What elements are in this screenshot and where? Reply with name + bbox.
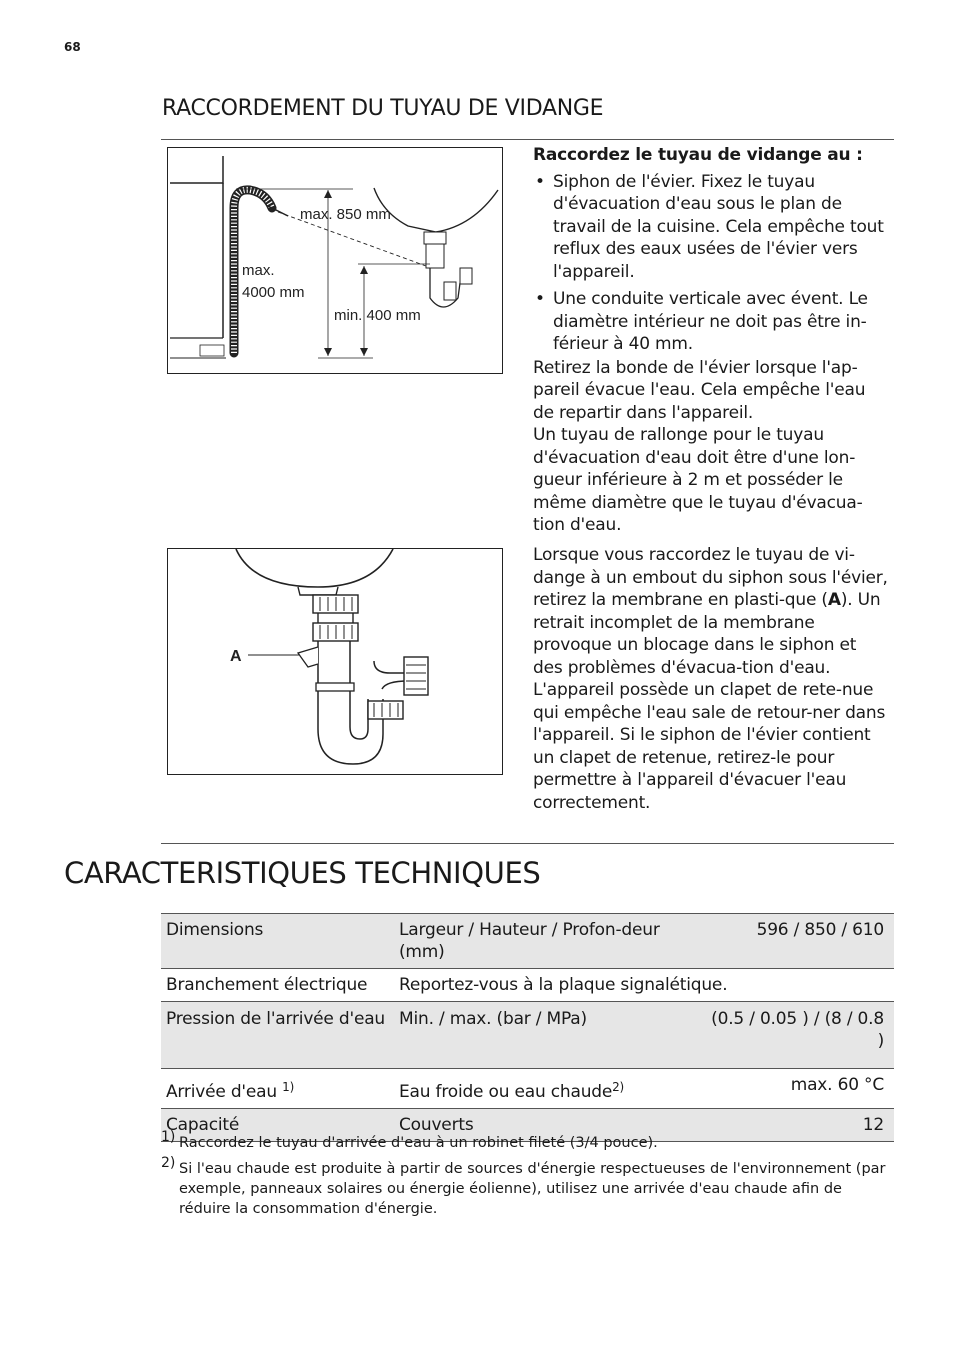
table-cell: Branchement électrique	[166, 975, 368, 995]
section-bottom-rule	[161, 843, 894, 844]
page-title: CARACTERISTIQUES TECHNIQUES	[64, 856, 541, 890]
table-cell: (0.5 / 0.05 ) / (8 / 0.8 )	[711, 1009, 884, 1051]
siphon-instructions	[533, 544, 889, 814]
footnotes	[161, 1129, 891, 1225]
footnote: 1) Raccordez le tuyau d'arrivée d'eau à un robinet fileté (3/4 pouce).	[161, 1129, 658, 1151]
table-cell: 12	[862, 1115, 884, 1135]
drain-paragraph: Un tuyau de rallonge pour le tuyau d'évacuation d'eau doit être d'une lon-gueur inférieure à 2 m et posséder le même diamètre que le tuyau d'évacua-tion d'eau.	[533, 425, 863, 535]
drain-instructions	[533, 144, 889, 537]
table-cell: Pression de l'arrivée d'eau	[166, 1009, 386, 1029]
membrane-label-a: A	[230, 648, 242, 665]
table-row	[161, 914, 894, 969]
footnote: 2) Si l'eau chaude est produite à partir de sources d'énergie respectueuses de l'environnement (par exemple, panneaux solaires ou énergie éolienne), utilisez une arrivée d'eau chaude afin de réduire la consommation d'énergie.	[161, 1155, 886, 1217]
table-cell: max. 60 °C	[790, 1075, 884, 1095]
table-row	[161, 1069, 894, 1109]
table-cell: Couverts	[399, 1115, 474, 1135]
table-cell: Largeur / Hauteur / Profon-deur (mm)	[399, 920, 660, 962]
table-cell: Capacité	[166, 1115, 240, 1135]
table-cell: Dimensions	[166, 920, 264, 940]
siphon-membrane-diagram	[167, 548, 503, 775]
siphon-drawing	[168, 549, 502, 774]
max-4000-label-line1: max.	[242, 262, 275, 279]
section-title: RACCORDEMENT DU TUYAU DE VIDANGE	[162, 96, 604, 121]
table-cell: Reportez-vous à la plaque signalétique.	[399, 975, 728, 995]
siphon-paragraph: Lorsque vous raccordez le tuyau de vi-dange à un embout du siphon sous l'évier, retirez la membrane en plasti-que (A). Un retrait incomplet de la membrane provoque un blocage dans le siphon et des problèmes d'évacua-tion d'eau.	[533, 545, 888, 678]
list-item: • Siphon de l'évier. Fixez le tuyau d'évacuation d'eau sous le plan de travail de la cuisine. Cela empêche tout reflux des eaux usées de l'évier vers l'appareil.	[535, 171, 884, 282]
min-400-label: min. 400 mm	[334, 307, 421, 324]
drain-paragraph: Retirez la bonde de l'évier lorsque l'ap-pareil évacue l'eau. Cela empêche l'eau de repartir dans l'appareil.	[533, 357, 866, 423]
siphon-paragraph: L'appareil possède un clapet de rete-nue qui empêche l'eau sale de retour-ner dans l'appareil. Si le siphon de l'évier contient un clapet de retenue, retirez-le pour permettre à l'appareil d'évacuer l'eau correctement.	[533, 680, 886, 813]
specs-table	[161, 913, 894, 1142]
max-850-label: max. 850 mm	[300, 206, 391, 223]
page-number: 68	[64, 40, 81, 54]
max-4000-label-line2: 4000 mm	[242, 284, 305, 301]
drain-bullet-list	[533, 171, 889, 356]
table-cell: Arrivée d'eau $^{1)}$	[166, 1080, 295, 1102]
bullet-icon: •	[535, 171, 545, 192]
drain-hose-drawing	[168, 148, 502, 373]
drain-hose-diagram	[167, 147, 503, 374]
drain-lead: Raccordez le tuyau de vidange au :	[533, 145, 863, 165]
list-item: • Une conduite verticale avec évent. Le diamètre intérieur ne doit pas être in-férieur à 40 mm.	[535, 289, 868, 354]
bullet-icon: •	[535, 289, 545, 309]
section-top-rule	[161, 139, 894, 140]
table-cell: Eau froide ou eau chaude$^{2)}$	[399, 1080, 625, 1102]
table-row	[161, 1002, 894, 1069]
table-row	[161, 969, 894, 1002]
table-cell: Min. / max. (bar / MPa)	[399, 1009, 587, 1029]
table-cell: 596 / 850 / 610	[756, 920, 884, 940]
